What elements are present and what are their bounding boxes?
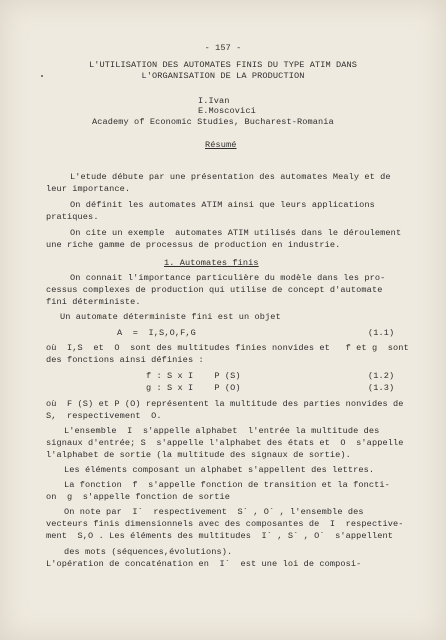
abstract-line: On cite un exemple automates ATIM utilisés dans le déroulement — [70, 228, 402, 238]
section-heading: 1. Automates finis — [164, 258, 259, 268]
formula: A = I,S,O,F,G — [117, 328, 196, 338]
body-line: S, respectivement O. — [46, 411, 162, 421]
title-line-2: L'ORGANISATION DE LA PRODUCTION — [141, 71, 305, 81]
body-line: des mots (séquences,évolutions). — [64, 547, 233, 557]
body-line: vecteurs finis dimensionnels avec des composantes de I respective- — [46, 519, 404, 529]
author-2: E.Moscovici — [198, 106, 256, 116]
body-line: on g s'appelle fonction de sortie — [46, 492, 230, 502]
formula: g : S x I P (O) — [146, 383, 241, 393]
body-line: On note par I` respectivement S` , O` , l'ensemble des — [64, 507, 364, 517]
author-1: I.Ivan — [198, 96, 230, 106]
body-line: des fonctions ainsi définies : — [46, 355, 204, 365]
abstract-line: On définit les automates ATIM ainsi que leurs applications — [70, 200, 375, 210]
title-line-1: L'UTILISATION DES AUTOMATES FINIS DU TYPE ATIM DANS — [88, 60, 358, 70]
abstract-line: une riche gamme de processus de production en industrie. — [46, 240, 341, 250]
page-number: - 157 - — [204, 43, 242, 53]
body-line: l'alphabet de sortie (la multitude des signaux de sortie). — [46, 450, 351, 460]
body-line: L'ensemble I s'appelle alphabet l'entrée la multitude des — [64, 426, 380, 436]
body-line: L'opération de concaténation en I` est une loi de composi- — [46, 559, 362, 569]
body-line: où F (S) et P (O) représentent la multitude des parties nonvides de — [46, 399, 404, 409]
abstract-line: pratiques. — [46, 212, 99, 222]
body-line: où I,S et O sont des multitudes finies nonvides et f et g sont — [46, 343, 409, 353]
formula: f : S x I P (S) — [146, 371, 241, 381]
body-line: Un automate déterministe fini est un objet — [60, 312, 281, 322]
equation-number: (1.1) — [368, 328, 395, 338]
body-line: On connait l'importance particulière du modèle dans les pro- — [70, 273, 386, 283]
body-line: fini déterministe. — [46, 297, 141, 307]
abstract-line: leur importance. — [46, 184, 131, 194]
body-line: La fonction f s'appelle fonction de transition et la foncti- — [64, 480, 390, 490]
affiliation: Academy of Economic Studies, Bucharest-Romania — [92, 117, 334, 127]
body-line: cessus complexes de production qui utilise de concept d'automate — [46, 285, 383, 295]
abstract-heading: Résumé — [205, 140, 237, 150]
margin-mark — [41, 75, 43, 77]
body-line: ment S,O . Les éléments des multitudes I` , S` , O` s'appellent — [46, 531, 393, 541]
body-line: signaux d'entrée; S s'appelle l'alphabet des états et O s'appelle — [46, 438, 404, 448]
body-line: Les éléments composant un alphabet s'appellent des lettres. — [64, 465, 375, 475]
abstract-line: L'etude débute par une présentation des automates Mealy et de — [70, 172, 391, 182]
equation-number: (1.2) — [368, 371, 395, 381]
equation-number: (1.3) — [368, 383, 395, 393]
